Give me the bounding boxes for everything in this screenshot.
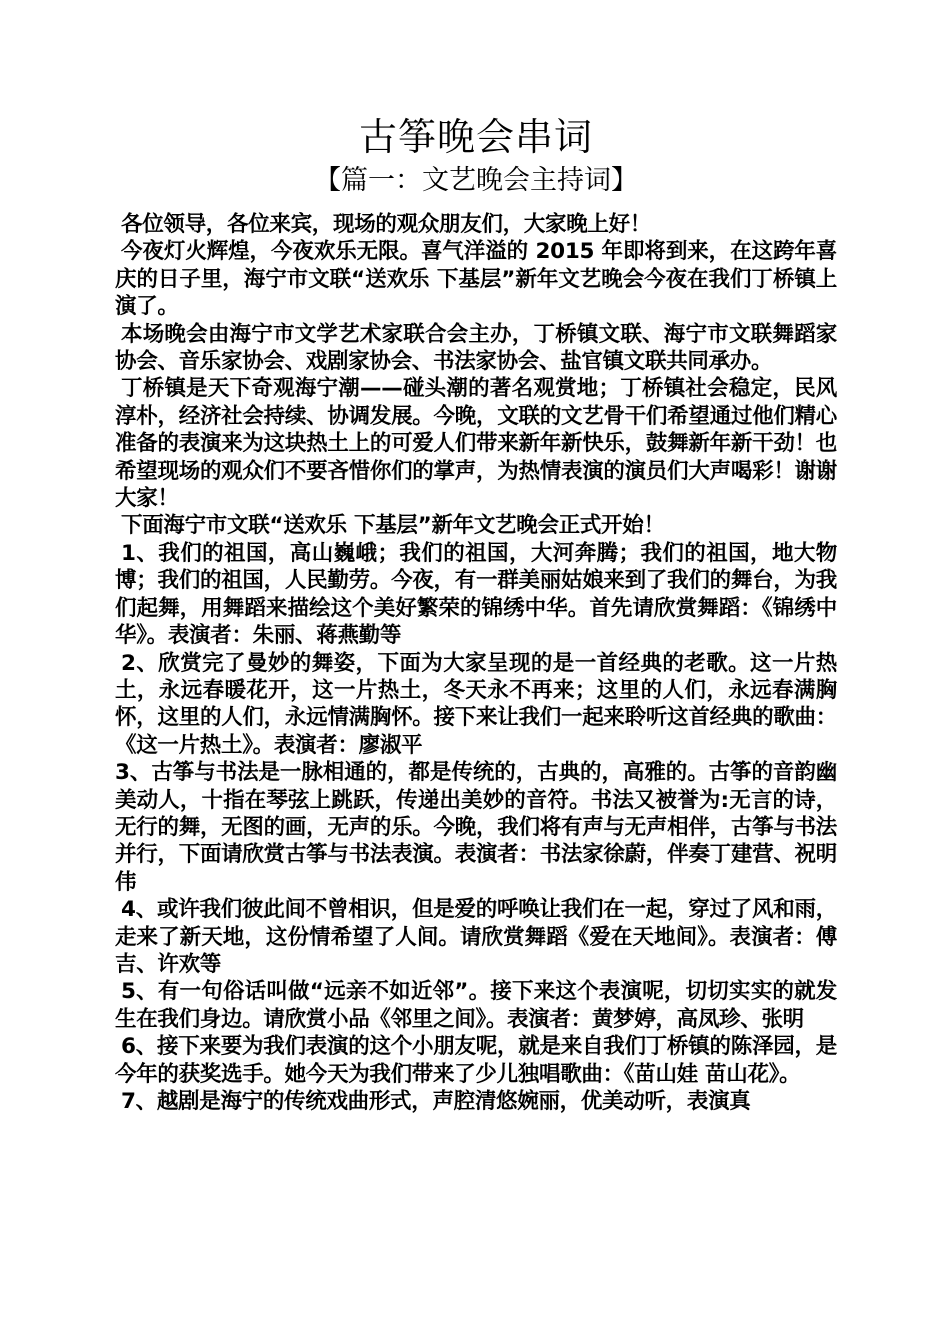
paragraph-item-3: 3、古筝与书法是一脉相通的，都是传统的，古典的，高雅的。古筝的音韵幽美动人，十指在琴弦上跳跃，传递出美妙的音符。书法又被誉为:无言的诗，无行的舞，无图的画，无声的乐。今晚，我们将有声与无声相伴，古筝与书法并行，下面请欣赏古筝与书法表演。表演者：书法家徐蔚，伴奏丁建营、祝明伟 bbox=[115, 760, 837, 895]
paragraph-item-5: 5、有一句俗话叫做“远亲不如近邻”。接下来这个表演呢，切切实实的就发生在我们身边。请欣赏小品《邻里之间》。表演者：黄梦婷，高凤珍、张明 bbox=[115, 979, 837, 1032]
paragraph-item-7: 7、越剧是海宁的传统戏曲形式，声腔清悠婉丽，优美动听，表演真 bbox=[121, 1089, 751, 1114]
paragraph-organizers: 本场晚会由海宁市文学艺术家联合会主办，丁桥镇文联、海宁市文联舞蹈家协会、音乐家协会、戏剧家协会、书法家协会、盐官镇文联共同承办。 bbox=[115, 321, 837, 375]
paragraph-item-2: 2、欣赏完了曼妙的舞姿，下面为大家呈现的是一首经典的老歌。这一片热土，永远春暖花开，这一片热土，冬天永不再来；这里的人们，永远春满胸怀，这里的人们，永远情满胸怀。接下来让我们一起来聆听这首经典的歌曲：《这一片热土》。表演者：廖淑平 bbox=[115, 650, 837, 758]
paragraph-greeting: 各位领导，各位来宾，现场的观众朋友们，大家晚上好！ bbox=[121, 212, 652, 237]
paragraph-item-6: 6、接下来要为我们表演的这个小朋友呢，就是来自我们丁桥镇的陈泽园，是今年的获奖选手。她今天为我们带来了少儿独唱歌曲：《苗山娃 苗山花》。 bbox=[115, 1034, 837, 1087]
paragraph-dingqiao: 丁桥镇是天下奇观海宁潮——碰头潮的著名观赏地；丁桥镇社会稳定，民风淳朴，经济社会持续、协调发展。今晚，文联的文艺骨干们希望通过他们精心准备的表演来为这块热土上的可爱人们带来新年新快乐，鼓舞新年新干劲！也希望现场的观众们不要吝惜你们的掌声，为热情表演的演员们大声喝彩！谢谢大家！ bbox=[115, 376, 837, 512]
paragraph-opening: 下面海宁市文联“送欢乐 下基层”新年文艺晚会正式开始！ bbox=[121, 513, 665, 539]
document-subtitle: 【篇一：文艺晚会主持词】 bbox=[314, 165, 638, 196]
document-title: 古筝晚会串词 bbox=[358, 115, 593, 159]
paragraph-item-4: 4、或许我们彼此间不曾相识，但是爱的呼唤让我们在一起，穿过了风和雨，走来了新天地，这份情希望了人间。请欣赏舞蹈《爱在天地间》。表演者：傅吉、许欢等 bbox=[115, 897, 837, 977]
paragraph-intro: 今夜灯火辉煌，今夜欢乐无限。喜气洋溢的 2015 年即将到来，在这跨年喜庆的日子里，海宁市文联“送欢乐 下基层”新年文艺晚会今夜在我们丁桥镇上演了。 bbox=[115, 239, 837, 320]
document-page bbox=[115, 112, 837, 1115]
document-body bbox=[115, 211, 837, 1115]
paragraph-item-1: 1、我们的祖国，高山巍峨；我们的祖国，大河奔腾；我们的祖国，地大物博；我们的祖国，人民勤劳。今夜，有一群美丽姑娘来到了我们的舞台，为我们起舞，用舞蹈来描绘这个美好繁荣的锦绣中华。首先请欣赏舞蹈：《锦绣中华》。表演者：朱丽、蒋燕勤等 bbox=[115, 540, 837, 649]
